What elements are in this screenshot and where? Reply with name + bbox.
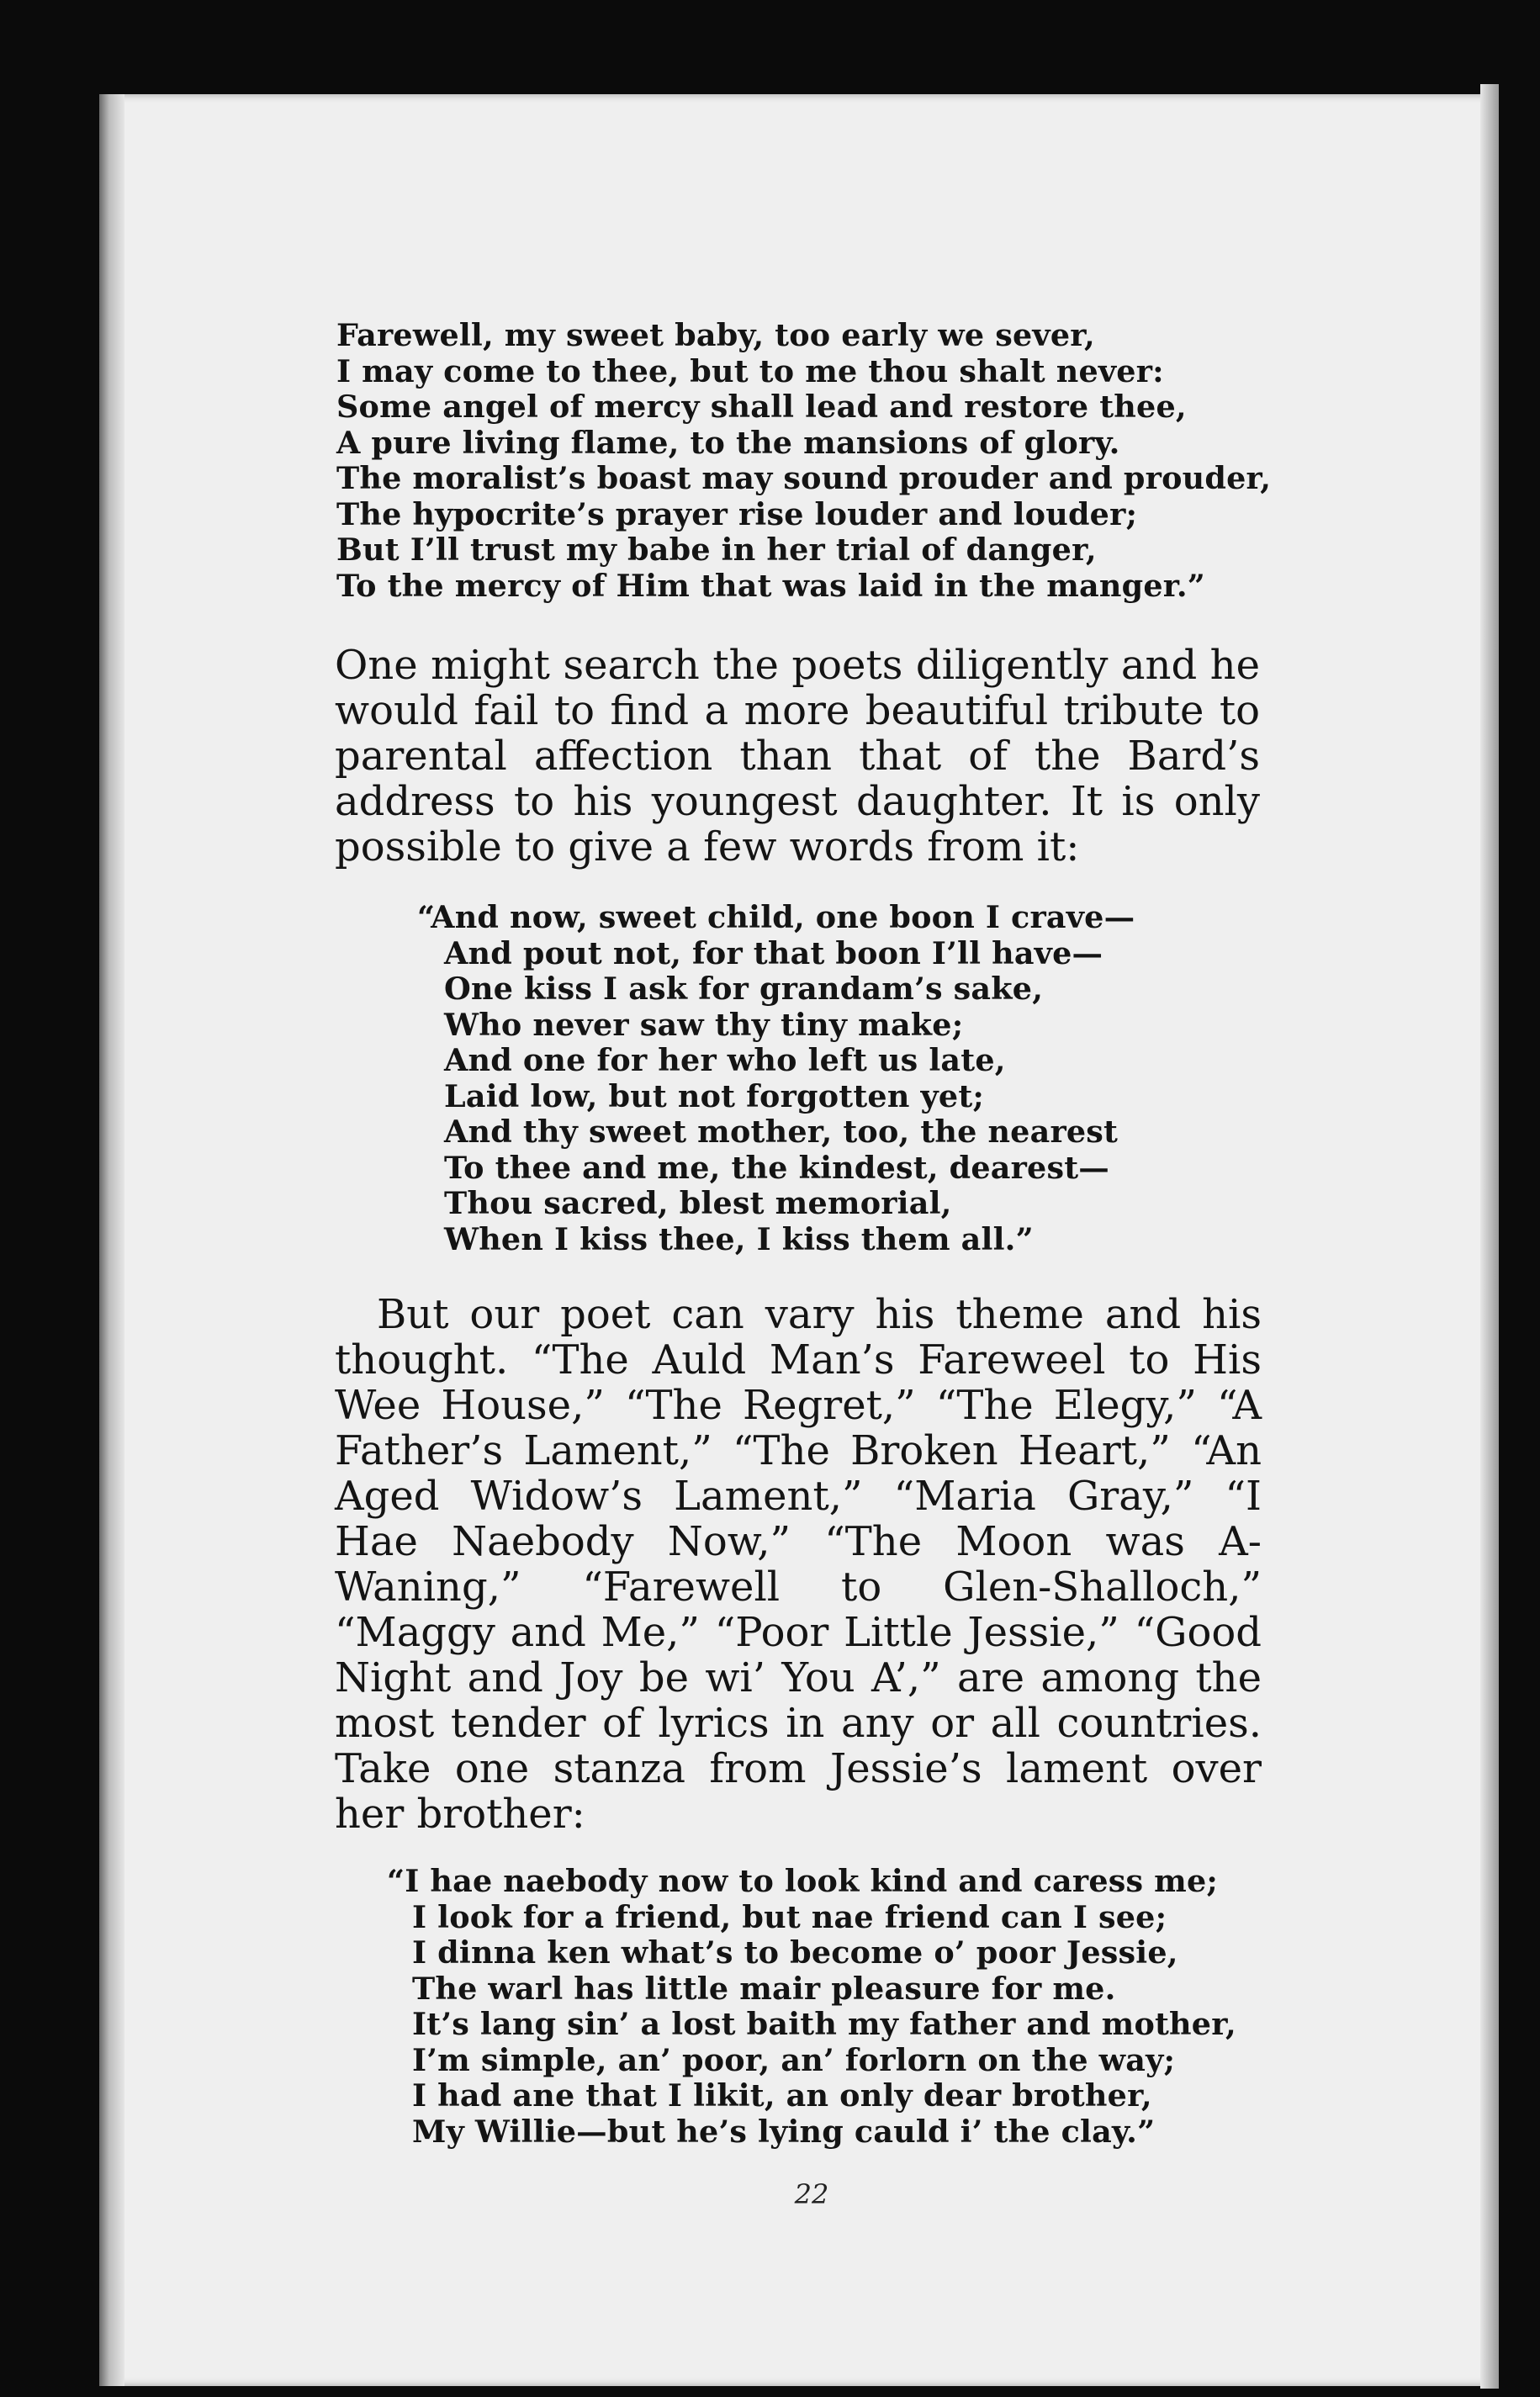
verse-line: Thou sacred, blest memorial, [444, 1185, 952, 1221]
verse-line: The warl has little mair pleasure for me. [412, 1970, 1116, 2007]
verse-line: A pure living flame, to the mansions of glory. [336, 424, 1120, 461]
verse-line: My Willie—but he’s lying cauld i’ the clay.” [412, 2113, 1156, 2150]
verse-line: I may come to thee, but to me thou shalt never: [336, 352, 1164, 389]
verse-line: The moralist’s boast may sound prouder and prouder, [336, 460, 1272, 496]
verse-line: Some angel of mercy shall lead and restore thee, [336, 389, 1187, 425]
verse-line: Laid low, but not forgotten yet; [444, 1077, 985, 1114]
verse-line: I dinna ken what’s to become o’ poor Jessie, [412, 1934, 1178, 1971]
verse-line: One kiss I ask for grandam’s sake, [444, 971, 1044, 1007]
verse-line: Who never saw thy tiny make; [444, 1006, 964, 1043]
verse-line: When I kiss thee, I kiss them all.” [444, 1220, 1034, 1257]
page-gutter-shadow [99, 94, 124, 2386]
verse-line: Farewell, my sweet baby, too early we sever, [336, 317, 1095, 353]
paragraph-text: One might search the poets diligently and he would fail to find a more beautiful tribute to parental affection than that of the Bard’s address to his youngest daughter. It is only possible to give a few words from it: [335, 642, 1260, 870]
verse-line: I look for a friend, but nae friend can I see; [412, 1898, 1167, 1935]
verse-line: But I’ll trust my babe in her trial of danger, [336, 532, 1097, 568]
paragraph-tribute [335, 643, 1260, 870]
verse-line: “And now, sweet child, one boon I crave— [417, 899, 1135, 935]
verse-line: And one for her who left us late, [444, 1042, 1006, 1078]
verse-line: To the mercy of Him that was laid in the manger.” [336, 567, 1205, 604]
verse-sweet-child [417, 900, 1174, 1257]
paragraph-themes [335, 1292, 1262, 1837]
page-number: 22 [794, 2178, 829, 2210]
verse-line: To thee and me, the kindest, dearest— [444, 1149, 1109, 1186]
verse-line: I had ane that I likit, an only dear brother, [412, 2077, 1152, 2114]
verse-farewell [336, 318, 1278, 604]
page-right-edge [1480, 84, 1499, 2389]
verse-line: “I hae naebody now to look kind and caress me; [387, 1863, 1219, 1899]
verse-line: And pout not, for that boon I’ll have— [444, 934, 1103, 971]
verse-line: The hypocrite’s prayer rise louder and louder; [336, 495, 1138, 532]
verse-jessie [387, 1864, 1270, 2150]
verse-line: And thy sweet mother, too, the nearest [444, 1114, 1119, 1150]
verse-line: It’s lang sin’ a lost baith my father and mother, [412, 2006, 1236, 2042]
verse-line: I’m simple, an’ poor, an’ forlorn on the way; [412, 2041, 1176, 2078]
paragraph-text: But our poet can vary his theme and his thought. “The Auld Man’s Fareweel to His Wee House,” “The Regret,” “The Elegy,” “A Father’s Lament,” “The Broken Heart,” “An Aged Widow’s Lament,” “Maria Gray,” “I Hae Naebody Now,” “The Moon was A-Waning,” “Farewell to Glen-Shalloch,” “Maggy and Me,” “Poor Little Jessie,” “Good Night and Joy be wi’ You A’,” are among the most tender of lyrics in any or all countries. Take one stanza from Jessie’s lament over her brother: [335, 1291, 1262, 1838]
